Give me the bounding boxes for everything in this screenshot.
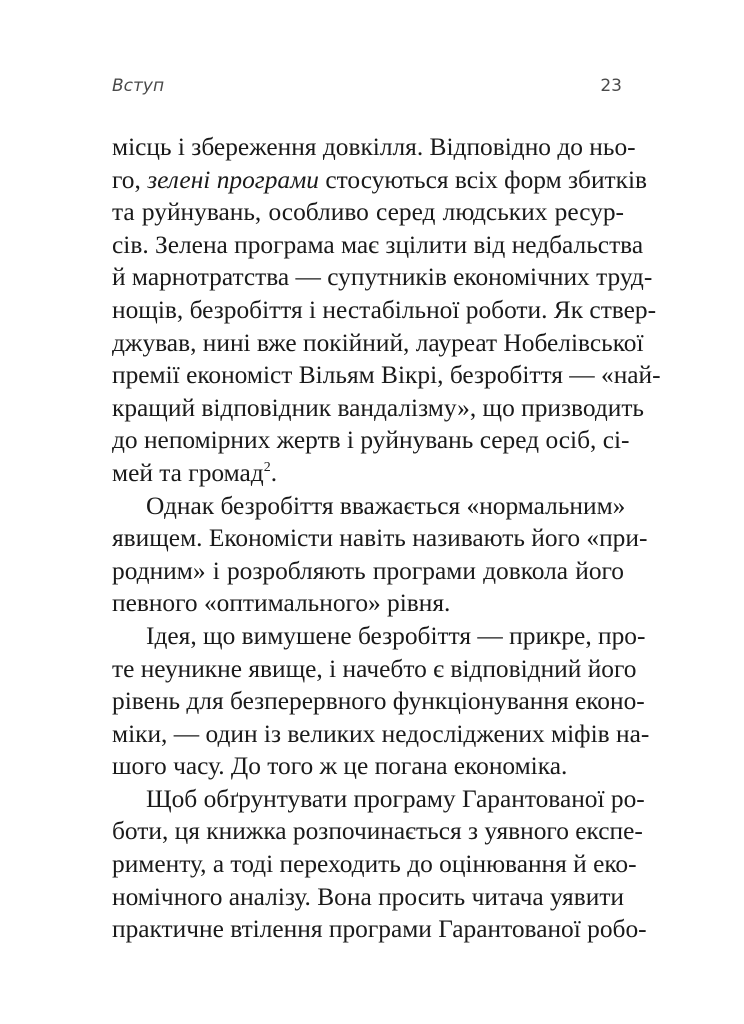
paragraph bbox=[112, 783, 647, 946]
text-line bbox=[112, 261, 653, 294]
section-title: Вступ bbox=[112, 76, 165, 96]
text-line bbox=[112, 848, 637, 881]
text-run: Ідея, що вимушене безробіття — прикре, про- bbox=[146, 621, 646, 650]
text-line bbox=[112, 164, 648, 197]
text-run: стосуються всіх форм збитків bbox=[318, 165, 648, 194]
text-line bbox=[112, 196, 624, 229]
text-run: та руйнувань, особливо серед людських ресур- bbox=[112, 198, 624, 227]
text-line bbox=[112, 327, 644, 360]
text-run: й марнотратства — супутників економічних труд- bbox=[112, 263, 653, 292]
text-run: мей та громад bbox=[112, 458, 264, 487]
text-run: родним» і розробляють програми довкола його bbox=[112, 556, 624, 585]
text-line bbox=[112, 131, 636, 164]
text-line bbox=[112, 750, 624, 783]
text-line bbox=[112, 555, 624, 588]
text-line bbox=[112, 229, 644, 262]
paragraph bbox=[112, 620, 650, 783]
text-run: кращий відповідник вандалізму», що призводить bbox=[112, 393, 645, 422]
page-number: 23 bbox=[600, 76, 622, 96]
text-run: боти, ця книжка розпочинається з уявного експе- bbox=[112, 817, 643, 846]
text-line bbox=[112, 881, 624, 914]
footnote-ref: 2 bbox=[263, 460, 271, 476]
text-line bbox=[112, 359, 661, 392]
text-line bbox=[112, 587, 624, 620]
text-run: номічного аналізу. Вона просить читача уявити bbox=[112, 882, 624, 911]
text-line bbox=[112, 685, 645, 718]
body-text bbox=[112, 131, 661, 946]
text-line bbox=[112, 913, 647, 946]
text-run: рименту, а тоді переходить до оцінювання й еко- bbox=[112, 850, 637, 879]
text-run: Щоб обґрунтувати програму Гарантованої ро- bbox=[146, 784, 645, 813]
text-line bbox=[112, 653, 637, 686]
text-line bbox=[112, 783, 645, 816]
text-run: Однак безробіття вважається «нормальним» bbox=[146, 491, 626, 520]
text-line bbox=[112, 815, 643, 848]
text-line bbox=[112, 522, 648, 555]
text-line bbox=[112, 490, 624, 523]
text-run: до непомірних жертв і руйнувань серед осіб, сі- bbox=[112, 426, 630, 455]
text-run: премії економіст Вільям Вікрі, безробіття — «най- bbox=[112, 361, 661, 390]
text-line bbox=[112, 294, 657, 327]
paragraph bbox=[112, 490, 648, 620]
text-run: . bbox=[270, 458, 278, 487]
text-run: міки, — один із великих недосліджених міфів на- bbox=[112, 719, 650, 748]
text-run: шого часу. До того ж це погана економіка. bbox=[112, 752, 568, 781]
text-run: певного «оптимального» рівня. bbox=[112, 589, 451, 618]
text-run: го, bbox=[112, 165, 148, 194]
text-run: джував, нині вже покійний, лауреат Нобелівської bbox=[112, 328, 644, 357]
running-header bbox=[112, 76, 622, 100]
text-run: нощів, безробіття і нестабільної роботи. Як ствер- bbox=[112, 295, 657, 324]
text-line bbox=[112, 718, 650, 751]
text-run: практичне втілення програми Гарантованої робо- bbox=[112, 915, 647, 944]
text-line bbox=[112, 457, 624, 490]
paragraph bbox=[112, 131, 661, 490]
text-run: рівень для безперервного функціонування еконо- bbox=[112, 687, 645, 716]
text-line bbox=[112, 424, 630, 457]
text-run: те неуникне явище, і начебто є відповідний його bbox=[112, 654, 637, 683]
text-run: сів. Зелена програма має зцілити від недбальства bbox=[112, 230, 644, 259]
text-run: явищем. Економісти навіть називають його «при- bbox=[112, 524, 648, 553]
text-line bbox=[112, 392, 645, 425]
emphasis-text: зелені програми bbox=[147, 165, 319, 194]
text-run: місць і збереження довкілля. Відповідно до ньо- bbox=[112, 133, 636, 161]
text-line bbox=[112, 620, 646, 653]
